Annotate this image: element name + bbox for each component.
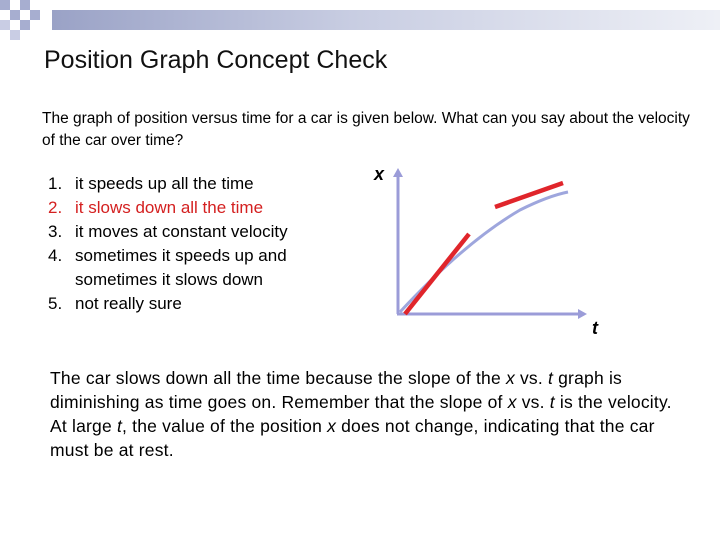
option-number: 2. xyxy=(48,198,63,217)
explanation-part: , the value of the position xyxy=(122,416,328,436)
tangent-line-steep xyxy=(405,234,469,314)
question-text: The graph of position versus time for a car is given below. What can you say about the velocity of the car over time? xyxy=(42,110,690,149)
explanation-part: does not change, indicating that the car must be at rest. xyxy=(50,416,655,460)
option-number: 5. xyxy=(48,294,63,313)
option-1 xyxy=(48,172,348,196)
x-axis-label: t xyxy=(592,318,598,338)
option-text: it moves at constant velocity xyxy=(75,222,288,241)
header-gradient-bar xyxy=(52,10,720,30)
variable-t: t xyxy=(549,392,555,412)
y-axis-arrow xyxy=(393,168,403,177)
option-text: it speeds up all the time xyxy=(75,174,254,193)
explanation-part: is the velocity. At large xyxy=(50,392,672,436)
option-4 xyxy=(48,244,348,292)
explanation-text xyxy=(50,366,690,462)
position-curve xyxy=(400,192,568,312)
variable-x: x xyxy=(327,416,337,436)
option-number: 4. xyxy=(48,246,63,265)
variable-t: t xyxy=(116,416,123,436)
option-2-highlighted xyxy=(48,196,348,220)
answer-options-list xyxy=(48,172,348,316)
option-5 xyxy=(48,292,348,316)
slide-title: Position Graph Concept Check xyxy=(44,46,388,74)
position-time-graph xyxy=(370,162,620,342)
option-text: it slows down all the time xyxy=(75,198,264,217)
option-3 xyxy=(48,220,348,244)
decorative-checker-pattern xyxy=(0,0,60,40)
explanation-part: graph is diminishing as time goes on. Remember that the slope of xyxy=(50,368,622,412)
option-number: 3. xyxy=(48,222,63,241)
option-text: not really sure xyxy=(75,294,182,313)
option-text: sometimes it speeds up and sometimes it slows down xyxy=(75,246,287,289)
option-number: 1. xyxy=(48,174,63,193)
explanation-part: The car slows down all the time because the slope of the xyxy=(50,368,506,388)
variable-x: x xyxy=(507,392,517,412)
explanation-part: vs. xyxy=(516,392,550,412)
variable-t: t xyxy=(548,368,554,388)
variable-x: x xyxy=(505,368,515,388)
x-axis-arrow xyxy=(578,309,587,319)
y-axis-label: x xyxy=(374,164,385,184)
explanation-part: vs. xyxy=(514,368,548,388)
